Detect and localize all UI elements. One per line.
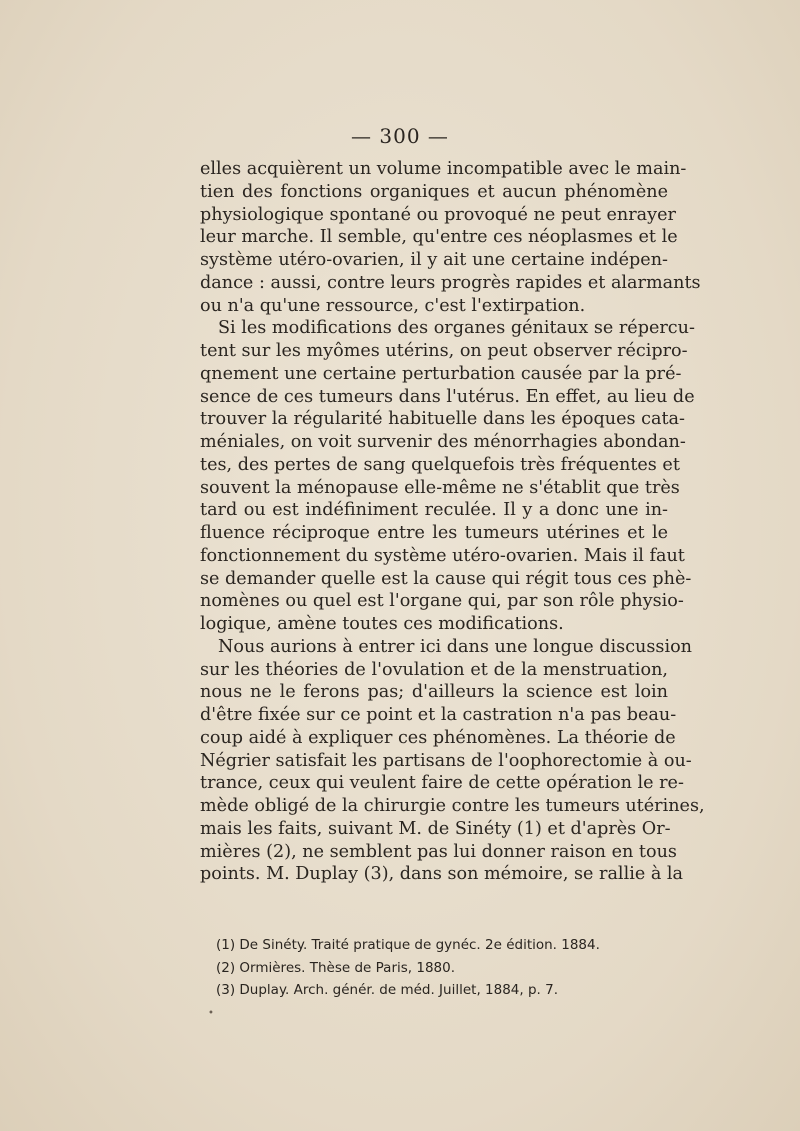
text-line: se demander quelle est la cause qui régit tous ces phè- <box>200 568 692 589</box>
text-line: points. M. Duplay (3), dans son mémoire, se rallie à la <box>200 864 684 885</box>
text-line: tard ou est indéfiniment reculée. Il y a donc une in- <box>200 500 668 521</box>
text-line: coup aidé à expliquer ces phénomènes. La théorie de <box>200 727 676 748</box>
text-line: logique, amène toutes ces modifications. <box>200 614 564 634</box>
text-line: mède obligé de la chirurgie contre les tumeurs utérines, <box>200 796 705 816</box>
text-line: fonctionnement du système utéro-ovarien. Mais il faut <box>200 545 685 566</box>
text-line: fluence réciproque entre les tumeurs utérines et le <box>200 523 668 543</box>
text-line: tes, des pertes de sang quelquefois très fréquentes et <box>200 454 680 475</box>
footnotes <box>216 934 676 1002</box>
text-line: d'être fixée sur ce point et la castration n'a pas beau- <box>200 705 677 725</box>
text-line: Négrier satisfait les partisans de l'oophorectomie à ou- <box>200 750 692 771</box>
text-line: sur les théories de l'ovulation et de la menstruation, <box>200 659 668 680</box>
text-line: mais les faits, suivant M. de Sinéty (1) et d'après Or- <box>200 818 671 839</box>
text-line: sence de ces tumeurs dans l'utérus. En effet, au lieu de <box>200 386 695 407</box>
text-line: dance : aussi, contre leurs progrès rapides et alarmants <box>200 272 701 293</box>
text-line: trance, ceux qui veulent faire de cette opération le re- <box>200 773 684 794</box>
text-line: leur marche. Il semble, qu'entre ces néoplasmes et le <box>200 227 678 248</box>
text-line: système utéro-ovarien, il y ait une certaine indépen- <box>200 250 668 270</box>
text-line: Si les modifications des organes génitaux se répercu- <box>218 318 695 339</box>
speck-mark: • <box>208 1008 214 1019</box>
text-line: mières (2), ne semblent pas lui donner raison en tous <box>200 841 677 862</box>
text-line: tien des fonctions organiques et aucun phénomène <box>200 181 668 202</box>
text-line: tent sur les myômes utérins, on peut observer récipro- <box>200 341 688 361</box>
text-line: souvent la ménopause elle-même ne s'établit que très <box>200 477 680 498</box>
text-line: ou n'a qu'une ressource, c'est l'extirpation. <box>200 295 586 316</box>
text-line: qnement une certaine perturbation causée par la pré- <box>200 363 682 384</box>
footnote: (2) Ormières. Thèse de Paris, 1880. <box>216 959 456 976</box>
text-line: nous ne le ferons pas; d'ailleurs la science est loin <box>200 682 668 703</box>
text-line: Nous aurions à entrer ici dans une longue discussion <box>218 636 692 657</box>
body-text <box>200 158 705 886</box>
footnote: (1) De Sinéty. Traité pratique de gynéc. 2e édition. 1884. <box>216 937 600 953</box>
text-line: elles acquièrent un volume incompatible avec le main- <box>200 159 687 179</box>
text-line: trouver la régularité habituelle dans les époques cata- <box>200 409 685 430</box>
text-line: méniales, on voit survenir des ménorrhagies abondan- <box>200 432 686 452</box>
text-line: nomènes ou quel est l'organe qui, par son rôle physio- <box>200 591 684 612</box>
text-line: physiologique spontané ou provoqué ne peut enrayer <box>200 204 676 225</box>
footnote: (3) Duplay. Arch. génér. de méd. Juillet, 1884, p. 7. <box>216 982 559 998</box>
page-number: — 300 — <box>351 124 449 148</box>
